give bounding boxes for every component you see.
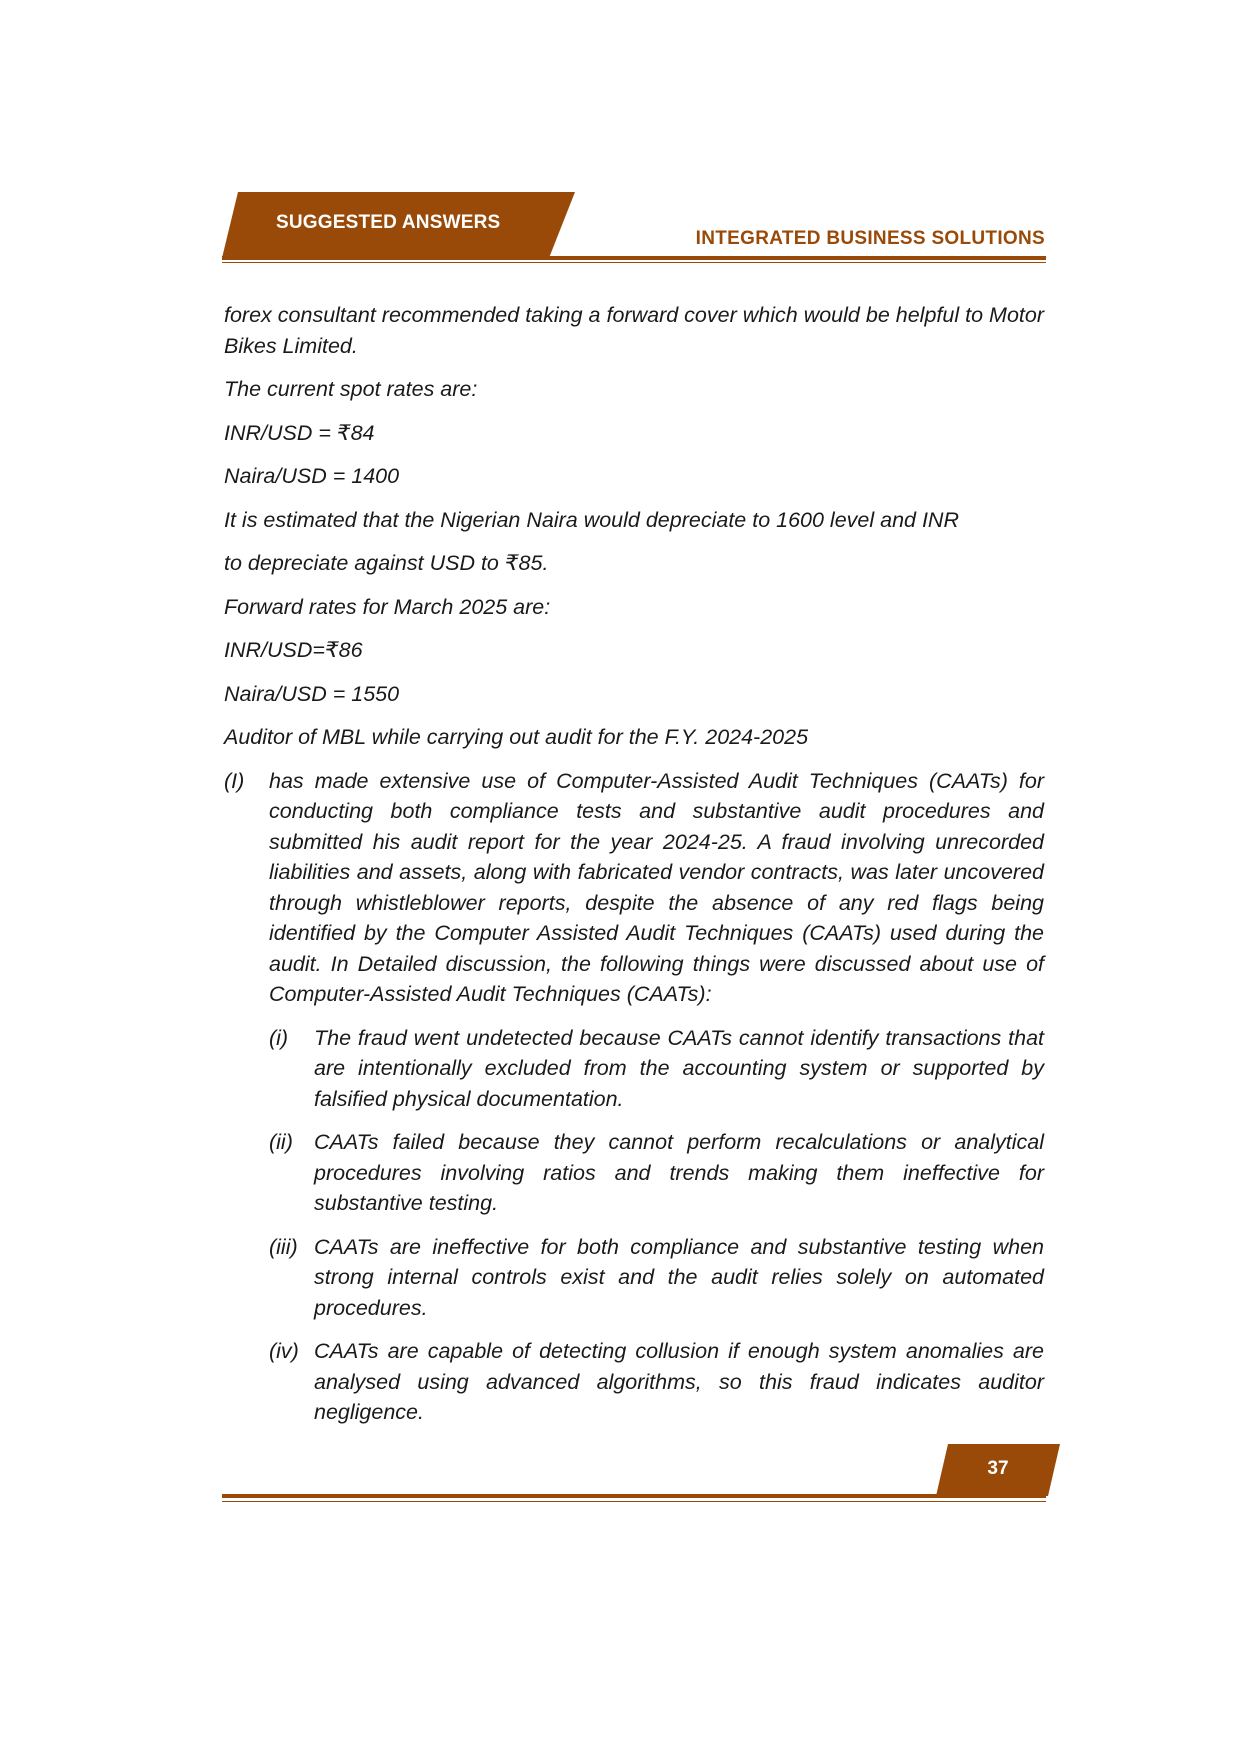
options-list <box>269 1023 1044 1428</box>
footer-divider <box>222 1494 1046 1498</box>
option-item <box>269 1023 1044 1115</box>
header-divider <box>222 256 1046 260</box>
option-item <box>269 1336 1044 1428</box>
list-item-body <box>269 766 1044 1441</box>
spot-rates-heading: The current spot rates are: <box>224 377 478 401</box>
forward-rates-heading: Forward rates for March 2025 are: <box>224 594 551 619</box>
option-text: The fraud went undetected because CAATs cannot identify transactions that are intentionally excluded from the accounting system or supported by falsified physical documentation. <box>314 1025 1044 1111</box>
forward-rate-naira: Naira/USD = 1550 <box>224 681 400 706</box>
auditor-line: Auditor of MBL while carrying out audit for the F.Y. 2024-2025 <box>224 725 809 749</box>
option-item <box>269 1232 1044 1324</box>
estimate-line-1: It is estimated that the Nigerian Naira would depreciate to 1600 level and INR <box>224 507 959 532</box>
option-marker: (iv) <box>269 1339 299 1363</box>
header-divider-thin <box>222 262 1046 263</box>
spot-rate-inr: INR/USD = ₹84 <box>224 420 375 445</box>
page-number: 37 <box>987 1458 1009 1479</box>
option-item <box>269 1127 1044 1219</box>
forward-rate-inr: INR/USD=₹86 <box>224 638 363 662</box>
estimate-line-2: to depreciate against USD to ₹85. <box>224 551 549 575</box>
list-item <box>224 766 1044 1441</box>
option-marker: (iii) <box>269 1234 298 1259</box>
header-title: INTEGRATED BUSINESS SOLUTIONS <box>695 228 1045 249</box>
spot-rate-naira: Naira/USD = 1400 <box>224 464 400 488</box>
list-item-text: has made extensive use of Computer-Assisted Audit Techniques (CAATs) for conducting both compliance tests and substantive audit procedures and submitted his audit report for the year 2024-25. A fraud involving unrecorded liabilities and assets, along with fabricated vendor contracts, was later uncovered through whistleblower reports, despite the absence of any red flags being identified by the Computer Assisted Audit Techniques (CAATs) used during the audit. In Detailed discussion, the following things were discussed about use of Computer-Assisted Audit Techniques (CAATs): <box>269 768 1044 1006</box>
list-item-marker: (I) <box>224 768 245 793</box>
option-marker: (ii) <box>269 1130 293 1154</box>
option-text: CAATs are capable of detecting collusion if enough system anomalies are analysed using advanced algorithms, so this fraud indicates auditor negligence. <box>314 1339 1044 1424</box>
option-text: CAATs are ineffective for both compliance and substantive testing when strong internal controls exist and the audit relies solely on automated procedures. <box>314 1234 1044 1320</box>
header-tab-label: SUGGESTED ANSWERS <box>276 212 501 233</box>
option-marker: (i) <box>269 1025 289 1050</box>
page-content <box>224 300 1044 1454</box>
intro-paragraph: forex consultant recommended taking a forward cover which would be helpful to Motor Bikes Limited. <box>224 303 1044 358</box>
footer-divider-thin <box>222 1501 1046 1502</box>
option-text: CAATs failed because they cannot perform recalculations or analytical procedures involving ratios and trends making them ineffective for substantive testing. <box>314 1130 1044 1215</box>
